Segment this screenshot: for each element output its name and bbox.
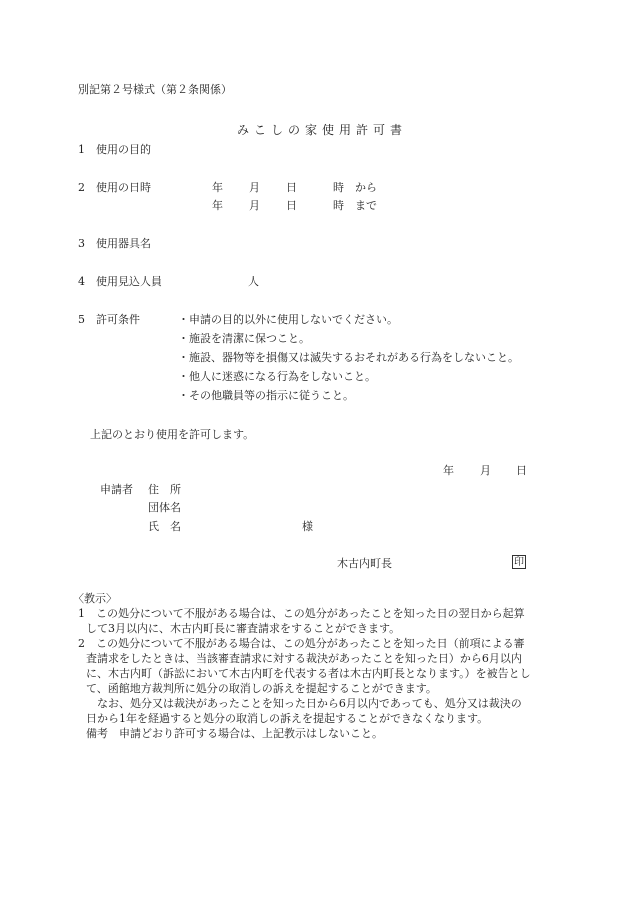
notice-line: 1 この処分について不服がある場合は、この処分があったことを知った日の翌日から起算 xyxy=(78,607,525,620)
equipment-label: 使用器具名 xyxy=(96,237,151,250)
purpose-label: 使用の目的 xyxy=(96,143,151,156)
from-suffix: から xyxy=(355,181,377,194)
date-month: 月 xyxy=(480,464,491,477)
applicant-group-label: 団体名 xyxy=(148,501,181,514)
to-day: 日 xyxy=(286,199,297,212)
from-hour: 時 xyxy=(333,181,344,194)
date-year: 年 xyxy=(443,464,454,477)
to-month: 月 xyxy=(249,199,260,212)
to-suffix: まで xyxy=(355,199,377,212)
form-header: 別記第２号様式（第２条関係） xyxy=(78,83,232,96)
notice-line: して3月以内に、木古内町長に審査請求をすることができます。 xyxy=(86,622,401,635)
date-day: 日 xyxy=(516,464,527,477)
notice-line: なお、処分又は裁決があったことを知った日から6月以内であっても、処分又は裁決の xyxy=(97,697,522,710)
condition-item: ・他人に迷惑になる行為をしないこと。 xyxy=(178,370,376,383)
item-number-5: 5 xyxy=(78,313,85,326)
condition-item: ・施設を清潔に保つこと。 xyxy=(178,332,310,345)
item-number-3: 3 xyxy=(78,237,85,250)
notice-remark: 備考 申請どおり許可する場合は、上記教示はしないこと。 xyxy=(86,727,383,740)
people-unit: 人 xyxy=(248,275,259,288)
item-number-1: 1 xyxy=(78,143,85,156)
notice-line: に、木古内町（訴訟において木古内町を代表する者は木古内町長となります。）を被告とし xyxy=(86,667,531,680)
page-title: みこしの家使用許可書 xyxy=(237,123,408,137)
item-number-4: 4 xyxy=(78,275,85,288)
item-number-2: 2 xyxy=(78,181,85,194)
to-hour: 時 xyxy=(333,199,344,212)
people-label: 使用見込人員 xyxy=(96,275,162,288)
notice-heading: 〈教示〉 xyxy=(73,592,117,605)
condition-item: ・施設、器物等を損傷又は滅失するおそれがある行為をしないこと。 xyxy=(178,351,519,364)
official-seal: 印 xyxy=(514,557,524,568)
notice-line: て、函館地方裁判所に処分の取消しの訴えを提起することができます。 xyxy=(86,682,437,695)
condition-item: ・その他職員等の指示に従うこと。 xyxy=(178,389,354,402)
from-day: 日 xyxy=(286,181,297,194)
issuer-title: 木古内町長 xyxy=(337,557,392,570)
applicant-address-label: 住 所 xyxy=(148,483,181,496)
from-month: 月 xyxy=(249,181,260,194)
notice-line: 査請求をしたときは、当該審査請求に対する裁決があったことを知った日）から6月以内 xyxy=(86,652,522,665)
condition-item: ・申請の目的以外に使用しないでください。 xyxy=(178,313,398,326)
applicant-label: 申請者 xyxy=(100,483,133,496)
notice-line: 日から1年を経過すると処分の取消しの訴えを提起することができなくなります。 xyxy=(86,712,489,725)
to-year: 年 xyxy=(212,199,223,212)
applicant-name-label: 氏 名 xyxy=(148,520,181,533)
approval-statement: 上記のとおり使用を許可します。 xyxy=(90,428,255,441)
conditions-label: 許可条件 xyxy=(96,313,140,326)
datetime-label: 使用の日時 xyxy=(96,181,151,194)
notice-line: 2 この処分について不服がある場合は、この処分があったことを知った日（前項による審 xyxy=(78,637,525,650)
from-year: 年 xyxy=(212,181,223,194)
applicant-honorific: 様 xyxy=(302,520,313,533)
